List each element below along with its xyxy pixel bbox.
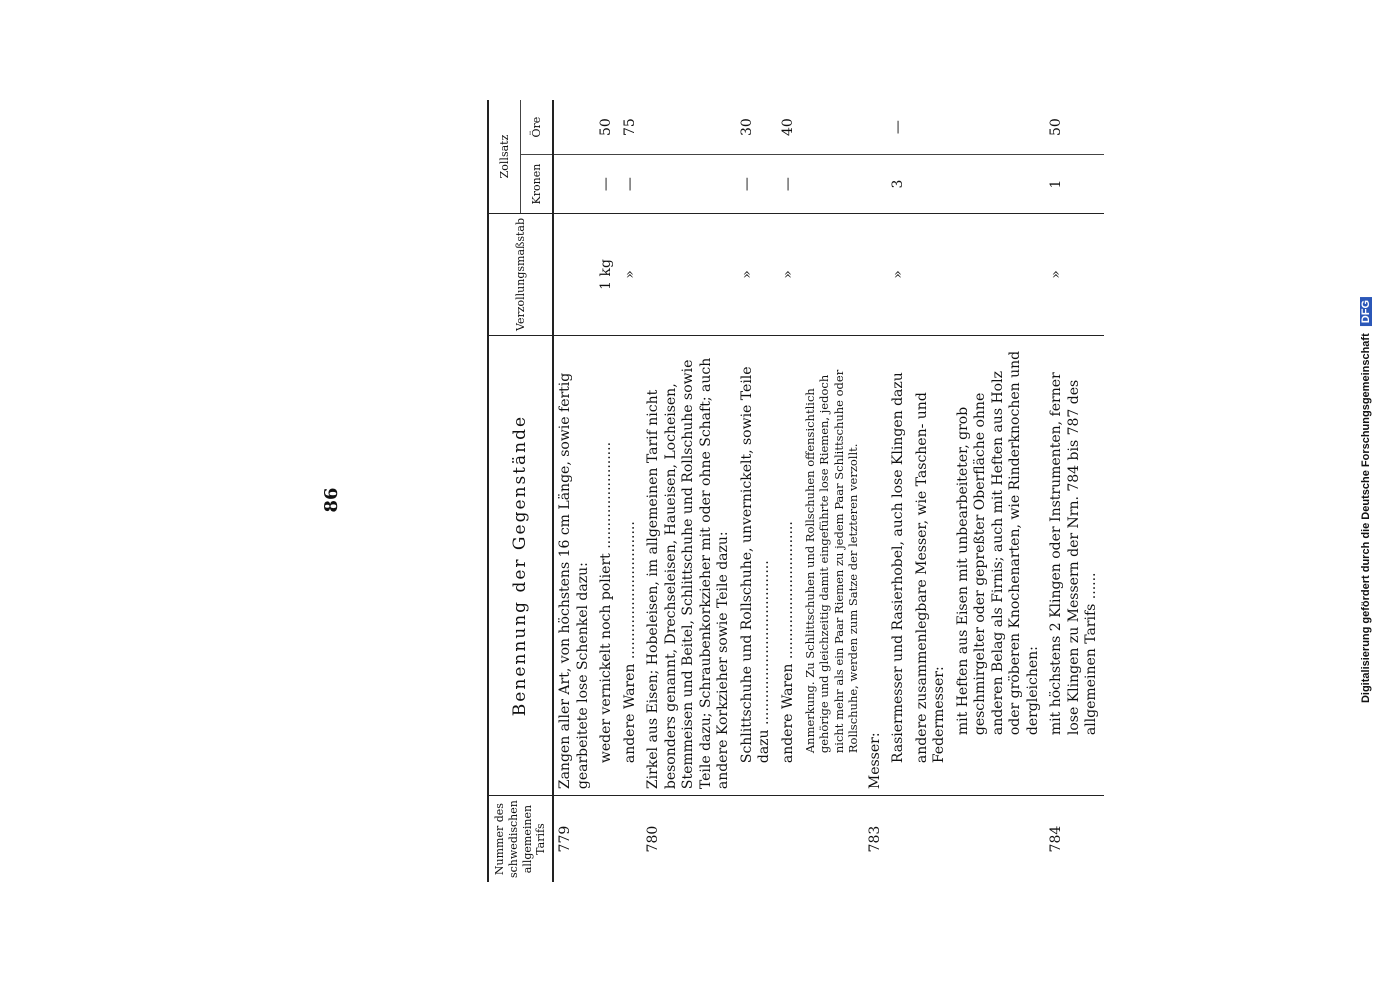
table-row [800, 100, 864, 882]
row-basis [800, 213, 864, 335]
table-row [553, 100, 595, 882]
header-description: Benennung der Gegenstände [488, 335, 553, 795]
row-description: andere Waren ............................... [777, 335, 801, 795]
row-kronen [800, 155, 864, 214]
row-basis: 1 kg [595, 213, 619, 335]
row-kronen: 1 [1045, 155, 1104, 214]
row-basis [553, 213, 595, 335]
page-number: 86 [321, 487, 342, 513]
row-basis [642, 213, 736, 335]
row-ore: — [890, 120, 906, 135]
table-row [887, 100, 911, 882]
row-ore [952, 100, 1046, 155]
row-ore [911, 100, 952, 155]
row-description: andere Waren ............................... [619, 335, 643, 795]
row-number [887, 796, 911, 882]
row-number: 784 [1045, 796, 1104, 882]
row-description: Messer: [864, 335, 888, 795]
row-description: Zirkel aus Eisen; Hobeleisen, im allgemeinen Tarif nicht besonders genannt, Drechseleisen, Haueisen, Locheisen, Stemmeisen und Beitel, Schlittschuhe und Rollschuhe sowie Teile dazu; Schraubenkorkzieher mit oder ohne Schaft; auch andere Korkzieher sowie Teile dazu: [642, 335, 736, 795]
table-header-row [488, 100, 521, 882]
row-number [736, 796, 777, 882]
row-number [911, 796, 952, 882]
table-row [864, 100, 888, 882]
header-kronen: Kronen [521, 155, 554, 214]
credit-text: Digitalisierung gefördert durch die Deutsche Forschungsgemeinschaft [1360, 333, 1372, 704]
row-kronen [864, 155, 888, 214]
header-ore: Öre [521, 100, 554, 155]
row-number: 779 [553, 796, 595, 882]
row-ore [864, 100, 888, 155]
dfg-logo: DFG [1360, 297, 1372, 326]
row-basis: » [887, 213, 911, 335]
row-number: 780 [642, 796, 736, 882]
table-row [595, 100, 619, 882]
rotated-page [241, 110, 1141, 890]
row-kronen [553, 155, 595, 214]
row-kronen: 3 [887, 155, 911, 214]
row-kronen: — [736, 155, 777, 214]
row-number [777, 796, 801, 882]
table-row [952, 100, 1046, 882]
row-number [595, 796, 619, 882]
tariff-table [487, 100, 1104, 882]
table-row [736, 100, 777, 882]
table-row [911, 100, 952, 882]
row-basis: » [619, 213, 643, 335]
row-ore [642, 100, 736, 155]
row-basis: » [736, 213, 777, 335]
row-ore [800, 100, 864, 155]
row-ore: 50 [1048, 118, 1064, 136]
row-description: Zangen aller Art, von höchstens 16 cm Länge, sowie fertig gearbeitete lose Schenkel dazu: [553, 335, 595, 795]
row-description: andere zusammenlegbare Messer, wie Taschen- und Federmesser: [911, 335, 952, 795]
table-row [642, 100, 736, 882]
row-kronen [911, 155, 952, 214]
row-number [800, 796, 864, 882]
row-basis: » [777, 213, 801, 335]
row-basis [952, 213, 1046, 335]
digitization-credit [1360, 297, 1372, 703]
row-number: 783 [864, 796, 888, 882]
row-kronen [642, 155, 736, 214]
row-ore [553, 100, 595, 155]
row-ore: 75 [621, 118, 638, 136]
row-basis: » [1045, 213, 1104, 335]
row-number [619, 796, 643, 882]
row-description: weder vernickelt noch poliert ........................ [595, 335, 619, 795]
row-number [952, 796, 1046, 882]
table-row [619, 100, 643, 882]
row-description: mit Heften aus Eisen mit unbearbeiteter, grob geschmirgelter oder gepreßter Oberfläche ohne anderen Belag als Firnis; auch mit Heften aus Holz oder gröberen Knochenarten, wie Rinderknochen und dergleichen: [952, 335, 1046, 795]
row-ore: 40 [779, 118, 796, 136]
header-basis: Verzollungsmaßstab [488, 213, 553, 335]
row-description: Rasiermesser und Rasierhobel, auch lose Klingen dazu [887, 335, 911, 795]
row-ore: 30 [738, 118, 755, 136]
row-description: Schlittschuhe und Rollschuhe, unvernickelt, sowie Teile dazu ..................................... [736, 335, 777, 795]
row-basis [864, 213, 888, 335]
row-ore: 50 [598, 118, 614, 136]
row-kronen: — [777, 155, 801, 214]
row-description: mit höchstens 2 Klingen oder Instrumenten, ferner lose Klingen zu Messern der Nrn. 784 bis 787 des allgemeinen Tarifs ...... [1045, 335, 1104, 795]
row-kronen: — [619, 155, 643, 214]
row-kronen: — [595, 155, 619, 214]
row-kronen [952, 155, 1046, 214]
row-basis [911, 213, 952, 335]
row-note: Anmerkung. Zu Schlittschuhen und Rollschuhen offensichtlich gehörige und gleichzeitig damit eingeführte lose Riemen, jedoch nicht mehr als ein Paar Riemen zu jedem Paar Schlittschuhe oder Rollschuhe, werden zum Satze der letzteren verzollt. [800, 335, 864, 795]
header-duty: Zollsatz [488, 100, 521, 213]
header-number: Nummer des schwedischen allgemeinen Tarifs [488, 796, 553, 882]
table-row [777, 100, 801, 882]
table-row [1045, 100, 1104, 882]
